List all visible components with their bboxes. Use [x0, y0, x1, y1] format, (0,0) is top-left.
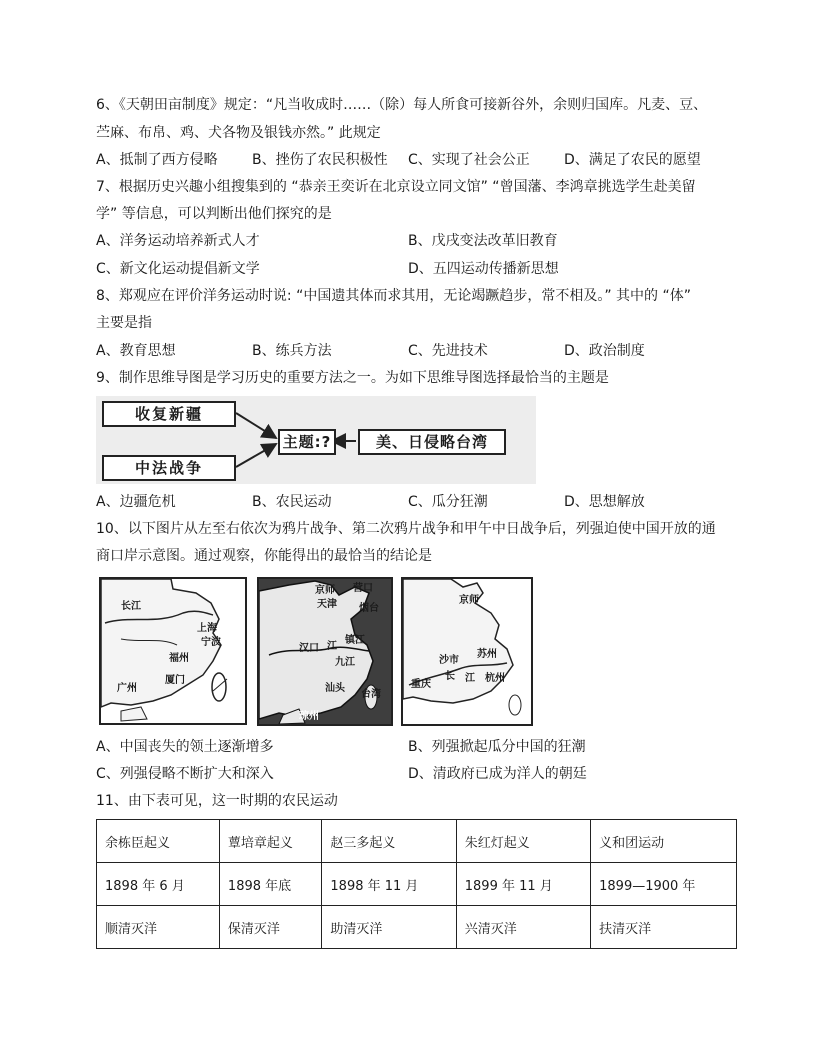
- table-cell: 1899 年 11 月: [456, 863, 590, 906]
- q10-option-d[interactable]: D、清政府已成为洋人的朝廷: [408, 766, 587, 782]
- map1-label-fuzhou: 福州: [169, 653, 189, 664]
- table-cell: 1899—1900 年: [591, 863, 737, 906]
- map2-label-jingshi: 京师: [315, 585, 335, 596]
- mindmap-box-sino-french: 中法战争: [102, 455, 236, 481]
- map-sino-japanese-war-ports: [401, 577, 533, 726]
- map3-label-jiang: 江: [465, 673, 475, 684]
- mindmap-center-topic: 主题:?: [278, 429, 336, 455]
- q8-stem-line2: 主要是指: [96, 315, 152, 331]
- q7-stem-line1: 7、根据历史兴趣小组搜集到的 “恭亲王奕䜣在北京设立同文馆” “曾国藩、李鸿章挑选学生赴美留: [96, 179, 696, 195]
- q6-option-d[interactable]: D、满足了农民的愿望: [564, 152, 701, 168]
- map3-label-chang: 长: [445, 671, 455, 682]
- mindmap-box-xinjiang: 收复新疆: [102, 401, 236, 427]
- q7-option-c[interactable]: C、新文化运动提倡新文学: [96, 261, 260, 277]
- map2-label-yantai: 烟台: [359, 603, 379, 614]
- q9-option-a[interactable]: A、边疆危机: [96, 494, 176, 510]
- q8-stem-line1: 8、郑观应在评价洋务运动时说: “中国遗其体而求其用，无论竭蹶趋步，常不相及。” 其中的 “体”: [96, 288, 691, 304]
- table-cell: 1898 年 6 月: [97, 863, 220, 906]
- q11-stem: 11、由下表可见，这一时期的农民运动: [96, 793, 338, 809]
- q6-option-b[interactable]: B、挫伤了农民积极性: [252, 152, 388, 168]
- map1-label-guangzhou: 广州: [117, 683, 137, 694]
- map-opium-war-ports: [99, 577, 247, 725]
- q6-option-c[interactable]: C、实现了社会公正: [408, 152, 530, 168]
- q10-option-a[interactable]: A、中国丧失的领土逐渐增多: [96, 739, 274, 755]
- q10-option-c[interactable]: C、列强侵略不断扩大和深入: [96, 766, 274, 782]
- map3-label-suzhou: 苏州: [477, 649, 497, 660]
- table-cell: 顺清灭洋: [97, 906, 220, 949]
- q7-stem-line2: 学” 等信息，可以判断出他们探究的是: [96, 206, 332, 222]
- q9-option-c[interactable]: C、瓜分狂潮: [408, 494, 488, 510]
- q10-stem-line1: 10、以下图片从左至右依次为鸦片战争、第二次鸦片战争和甲午中日战争后，列强迫使中国开放的通: [96, 521, 716, 537]
- table-row: [97, 906, 737, 949]
- map1-label-chang: 长江: [121, 601, 141, 612]
- map2-label-taiwan: 台湾: [361, 689, 381, 700]
- table-cell: 蕈培章起义: [219, 820, 321, 863]
- map2-label-hankou: 汉口: [299, 643, 319, 654]
- map2-label-zhenjiang: 镇江: [345, 635, 365, 646]
- arrow-from-box2: [236, 444, 276, 467]
- mindmap-box-taiwan: 美、日侵略台湾: [358, 429, 506, 455]
- map1-label-ningbo: 宁波: [201, 637, 221, 648]
- table-row: [97, 820, 737, 863]
- table-cell: 1898 年 11 月: [322, 863, 456, 906]
- q8-option-c[interactable]: C、先进技术: [408, 343, 488, 359]
- table-cell: 助清灭洋: [322, 906, 456, 949]
- map2-label-jiang: 江: [327, 641, 337, 652]
- table-cell: 保清灭洋: [219, 906, 321, 949]
- map2-label-shantou: 汕头: [325, 683, 345, 694]
- table-cell: 兴清灭洋: [456, 906, 590, 949]
- q6-option-a[interactable]: A、抵制了西方侵略: [96, 152, 218, 168]
- q7-option-d[interactable]: D、五四运动传播新思想: [408, 261, 559, 277]
- q6-stem-line2: 苎麻、布帛、鸡、犬各物及银钱亦然。” 此规定: [96, 125, 381, 141]
- table-cell: 扶清灭洋: [591, 906, 737, 949]
- map3-label-hangzhou: 杭州: [485, 673, 505, 684]
- map1-label-shanghai: 上海: [197, 623, 217, 634]
- map2-label-jiujiang: 九江: [335, 657, 355, 668]
- q10-option-b[interactable]: B、列强掀起瓜分中国的狂潮: [408, 739, 586, 755]
- mind-map-diagram: [96, 396, 536, 484]
- q8-option-d[interactable]: D、政治制度: [564, 343, 645, 359]
- q9-option-d[interactable]: D、思想解放: [564, 494, 645, 510]
- table-cell: 余栋臣起义: [97, 820, 220, 863]
- table-row: [97, 863, 737, 906]
- q6-stem-line1: 6、《天朝田亩制度》规定：“凡当收成时……（除）每人所食可接新谷外，余则归国库。凡麦、豆、: [96, 97, 708, 113]
- map2-label-yingkou: 营口: [353, 583, 373, 594]
- map-second-opium-war-ports: [257, 577, 393, 726]
- table-cell: 赵三多起义: [322, 820, 456, 863]
- map1-label-xiamen: 厦门: [165, 675, 185, 686]
- peasant-movement-table: [96, 819, 737, 949]
- q8-option-b[interactable]: B、练兵方法: [252, 343, 332, 359]
- map3-label-shashi: 沙市: [439, 655, 459, 666]
- map2-label-qiongzhou: 琼州: [299, 711, 319, 722]
- table-cell: 1898 年底: [219, 863, 321, 906]
- table-cell: 朱红灯起义: [456, 820, 590, 863]
- map3-label-jingshi: 京师: [459, 595, 479, 606]
- q7-option-a[interactable]: A、洋务运动培养新式人才: [96, 233, 260, 249]
- q8-option-a[interactable]: A、教育思想: [96, 343, 176, 359]
- q9-stem: 9、制作思维导图是学习历史的重要方法之一。为如下思维导图选择最恰当的主题是: [96, 370, 609, 386]
- q10-stem-line2: 商口岸示意图。通过观察，你能得出的最恰当的结论是: [96, 548, 432, 564]
- arrow-from-box1: [236, 413, 276, 438]
- q9-option-b[interactable]: B、农民运动: [252, 494, 332, 510]
- q7-option-b[interactable]: B、戊戌变法改革旧教育: [408, 233, 558, 249]
- table-cell: 义和团运动: [591, 820, 737, 863]
- map3-label-chongqing: 重庆: [411, 679, 431, 690]
- map2-label-tianjin: 天津: [317, 599, 337, 610]
